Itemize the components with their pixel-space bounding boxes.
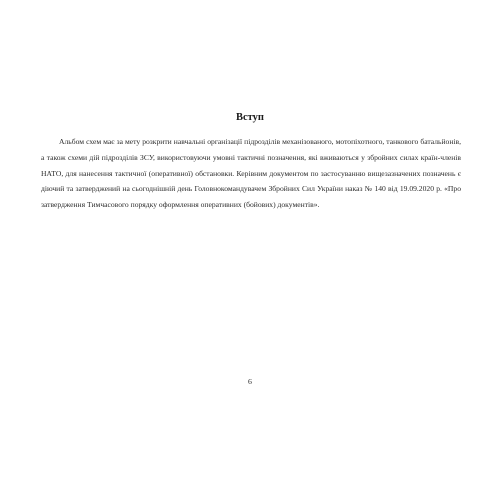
page-title: Вступ <box>236 112 264 123</box>
page-number: 6 <box>248 377 252 386</box>
body-text <box>41 134 461 213</box>
paragraph: Альбом схем має за мету розкрити навчальні організації підрозділів механізованого, мотопіхотного, танкового батальйонів, а також схеми дій підрозділів ЗСУ, використовуючи умовні тактичні позначення, які вживаються у збройних силах країн-членів НАТО, для нанесення тактичної (оперативної) обстановки. Керівним документом по застосуванню вищезазначених позначень є діючий та затверджений на сьогоднішній день Головнокомандувачем Збройних Сил України наказ № 140 від 19.09.2020 р. «Про затвердження Тимчасового порядку оформлення оперативних (бойових) документів». <box>41 137 461 210</box>
